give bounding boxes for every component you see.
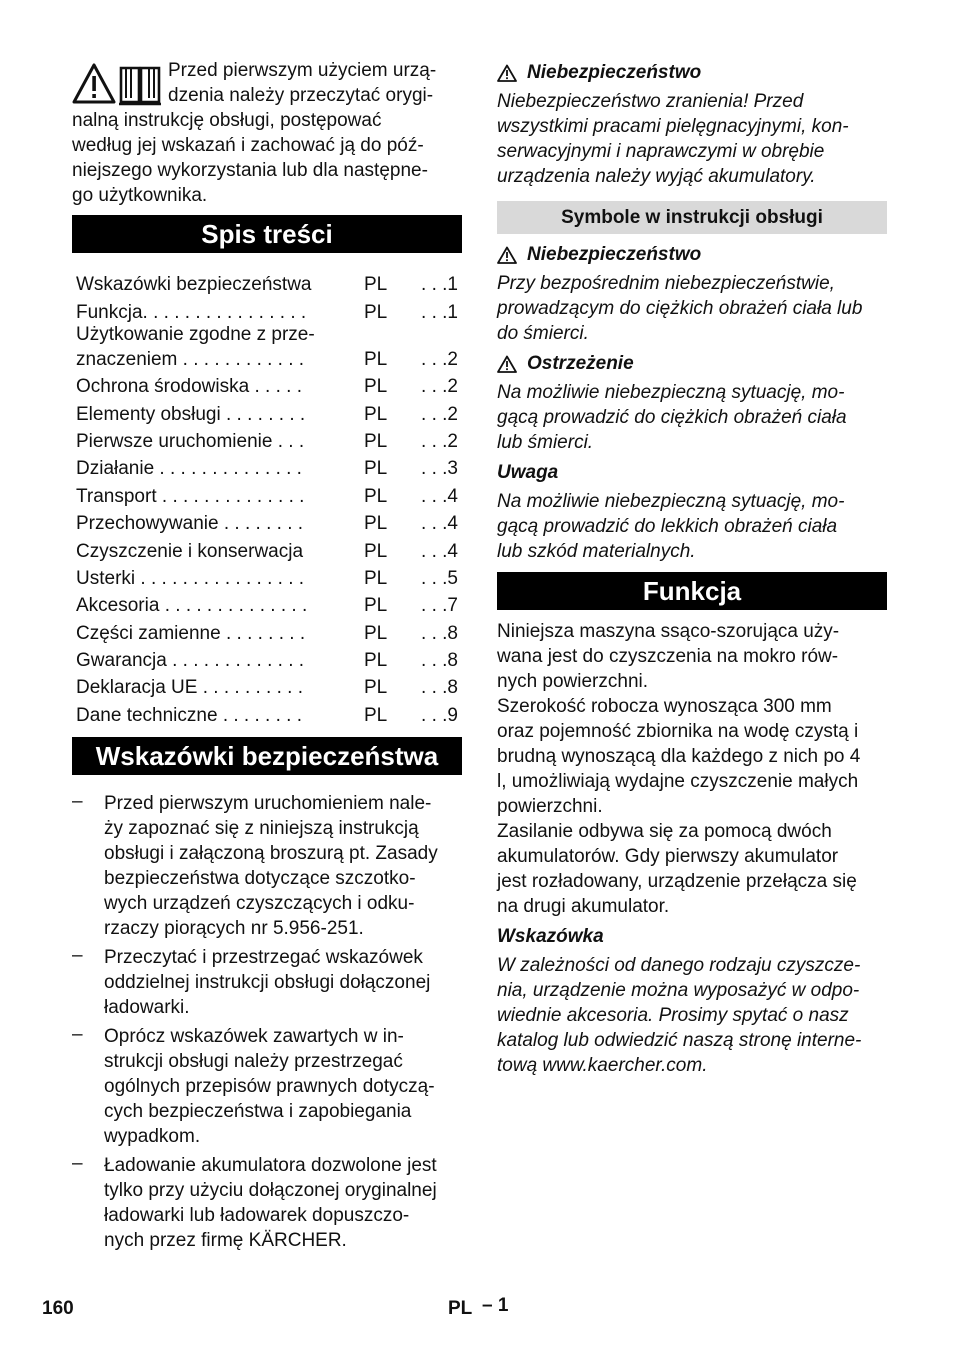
bullet-line: wych urządzeń czyszczących i odku- — [104, 892, 415, 914]
function-body — [497, 619, 887, 919]
toc-page: . . .2 — [421, 430, 458, 452]
toc-lang: PL — [364, 403, 388, 425]
paragraph-line: Niniejsza maszyna ssąco-szorująca uży- — [497, 621, 840, 642]
bullet-line: wypadkom. — [104, 1125, 201, 1147]
list-item — [72, 1153, 462, 1253]
toc-lang: PL — [364, 348, 388, 370]
toc-title: Deklaracja UE . . . . . . . . . . — [76, 677, 304, 699]
toc-row[interactable] — [76, 427, 462, 454]
bullet-line: rzaczy piorących nr 5.956-251. — [104, 917, 364, 939]
bullet-line: obsługi i załączoną broszurą pt. Zasady — [104, 842, 438, 864]
list-item — [72, 1024, 462, 1149]
toc-title: Gwarancja . . . . . . . . . . . . . — [76, 650, 305, 672]
bullet-line: strukcji obsługi należy przestrzegać — [104, 1050, 403, 1072]
toc-row[interactable] — [76, 325, 462, 372]
toc-title: Części zamienne . . . . . . . . — [76, 622, 306, 644]
intro-notice — [72, 58, 462, 208]
toc-title: Elementy obsługi . . . . . . . . — [76, 403, 306, 425]
bullet-dash: – — [72, 1023, 83, 1045]
toc-lang: PL — [364, 376, 388, 398]
toc-row[interactable] — [76, 270, 462, 297]
bullet-line: Oprócz wskazówek zawartych w in- — [104, 1025, 404, 1047]
intro-line: dzenia należy przeczytać orygi- — [168, 85, 434, 106]
symbol-danger-heading — [497, 242, 887, 267]
function-heading: Funkcja — [497, 572, 887, 610]
toc-lang: PL — [364, 274, 388, 296]
note-line: Niebezpieczeństwo zranienia! Przed — [497, 91, 804, 112]
note-line: urządzenia należy wyjąć akumulatory. — [497, 166, 816, 187]
danger-note-heading — [497, 60, 887, 85]
toc-lang: PL — [364, 650, 388, 672]
function-note-heading — [497, 924, 887, 949]
right-column — [497, 58, 887, 1078]
note-line: katalog lub odwiedzić naszą stronę interne- — [497, 1030, 862, 1051]
toc-page: . . .2 — [421, 403, 458, 425]
symbol-warning-body — [497, 380, 887, 455]
toc-heading: Spis treści — [72, 215, 462, 253]
toc-title: Funkcja. . . . . . . . . . . . . . . . — [76, 301, 307, 323]
warning-triangle-icon — [497, 246, 517, 264]
toc-lang: PL — [364, 677, 388, 699]
note-line: do śmierci. — [497, 323, 589, 344]
warning-triangle-icon — [497, 64, 517, 82]
toc-lang: PL — [364, 595, 388, 617]
toc-page: . . .8 — [421, 677, 458, 699]
intro-icons — [72, 62, 162, 108]
paragraph-line: na drugi akumulator. — [497, 896, 670, 917]
toc-page: . . .4 — [421, 540, 458, 562]
toc-title: Transport . . . . . . . . . . . . . . — [76, 485, 305, 507]
footer-sub-page: – 1 — [482, 1295, 509, 1316]
note-line: wszystkimi pracami pielęgnacyjnymi, kon- — [497, 116, 849, 137]
toc-row[interactable] — [76, 372, 462, 399]
paragraph-line: Zasilanie odbywa się za pomocą dwóch — [497, 821, 832, 842]
function-note-body — [497, 953, 887, 1078]
toc-lang: PL — [364, 301, 388, 323]
toc-title: Działanie . . . . . . . . . . . . . . — [76, 458, 302, 480]
bullet-line: ży zapoznać się z niniejszą instrukcją — [104, 817, 419, 839]
toc-row[interactable] — [76, 646, 462, 673]
toc-page: . . .9 — [421, 704, 458, 726]
note-line: gącą prowadzić do lekkich obrażeń ciała — [497, 516, 838, 537]
note-line: Przy bezpośrednim niebezpieczeństwie, — [497, 273, 835, 294]
symbol-caution-body — [497, 489, 887, 564]
note-line: tową www.kaercher.com. — [497, 1055, 708, 1076]
toc-title: Czyszczenie i konserwacja — [76, 540, 304, 562]
paragraph-line: wana jest do czyszczenia na mokro rów- — [497, 646, 839, 667]
toc-title: Przechowywanie . . . . . . . . — [76, 513, 304, 535]
paragraph-line: jest rozładowany, urządzenie przełącza się — [497, 871, 857, 892]
paragraph-line: Szerokość robocza wynosząca 300 mm — [497, 696, 832, 717]
symbol-caution-text: Uwaga — [497, 462, 559, 483]
toc-lang: PL — [364, 430, 388, 452]
page-number: 160 — [42, 1298, 74, 1319]
left-column — [72, 58, 462, 1253]
safety-bullets — [72, 791, 462, 1253]
intro-line: Przed pierwszym użyciem urzą- — [168, 60, 437, 81]
bullet-line: Przeczytać i przestrzegać wskazówek — [104, 946, 423, 968]
symbols-heading: Symbole w instrukcji obsługi — [497, 201, 887, 234]
danger-heading-text: Niebezpieczeństwo — [527, 62, 702, 83]
toc-page: . . .2 — [421, 376, 458, 398]
paragraph-line: oraz pojemność zbiornika na wodę czystą i — [497, 721, 859, 742]
paragraph-line: powierzchni. — [497, 796, 603, 817]
table-of-contents — [72, 270, 462, 728]
toc-row[interactable] — [76, 673, 462, 700]
manual-book-icon — [118, 62, 162, 106]
toc-row[interactable] — [76, 481, 462, 508]
intro-line: go użytkownika. — [72, 185, 208, 206]
toc-row[interactable] — [76, 591, 462, 618]
note-line: nia, urządzenie można wyposażyć w odpo- — [497, 980, 860, 1001]
paragraph-line: l, umożliwiają wydajne czyszczenie małych — [497, 771, 859, 792]
toc-row[interactable] — [76, 454, 462, 481]
toc-lang: PL — [364, 540, 388, 562]
toc-row[interactable] — [76, 618, 462, 645]
note-line: Na możliwie niebezpieczną sytuację, mo- — [497, 382, 845, 403]
note-line: W zależności od danego rodzaju czyszcze- — [497, 955, 861, 976]
toc-page: . . .8 — [421, 622, 458, 644]
toc-page: . . .4 — [421, 513, 458, 535]
list-item — [72, 791, 462, 941]
toc-title: Akcesoria . . . . . . . . . . . . . . — [76, 595, 308, 617]
intro-line: według jej wskazań i zachować ją do póź- — [72, 135, 424, 156]
toc-title: Wskazówki bezpieczeństwa — [76, 274, 312, 296]
paragraph-line: brudną wynoszącą dla każdego z nich po 4 — [497, 746, 861, 767]
bullet-dash: – — [72, 790, 83, 812]
note-line: serwacyjnymi i naprawczymi w obrębie — [497, 141, 825, 162]
intro-line: niejszego wykorzystania lub dla następne- — [72, 160, 428, 181]
list-item — [72, 945, 462, 1020]
paragraph-line: nych powierzchni. — [497, 671, 649, 692]
note-line: lub szkód materialnych. — [497, 541, 696, 562]
toc-page: . . .8 — [421, 650, 458, 672]
toc-row[interactable] — [76, 399, 462, 426]
symbol-danger-body — [497, 271, 887, 346]
bullet-dash: – — [72, 944, 83, 966]
toc-row[interactable] — [76, 536, 462, 563]
toc-lang: PL — [364, 704, 388, 726]
safety-heading: Wskazówki bezpieczeństwa — [72, 737, 462, 775]
toc-row[interactable] — [76, 297, 462, 324]
bullet-line: Przed pierwszym uruchomieniem nale- — [104, 792, 432, 814]
symbol-danger-text: Niebezpieczeństwo — [527, 244, 702, 265]
bullet-line: cych bezpieczeństwa i zapobiegania — [104, 1100, 412, 1122]
toc-page: . . .3 — [421, 458, 458, 480]
bullet-line: oddzielnej instrukcji obsługi dołączonej — [104, 971, 431, 993]
toc-page: . . .5 — [421, 567, 458, 589]
toc-lang: PL — [364, 485, 388, 507]
toc-row[interactable] — [76, 564, 462, 591]
toc-title: Dane techniczne . . . . . . . . — [76, 704, 302, 726]
symbol-warning-heading — [497, 351, 887, 376]
toc-lang: PL — [364, 513, 388, 535]
symbol-warning-text: Ostrzeżenie — [527, 353, 634, 374]
toc-page: . . .1 — [421, 274, 458, 296]
function-note-text: Wskazówka — [497, 926, 604, 947]
note-line: lub śmierci. — [497, 432, 594, 453]
note-line: Na możliwie niebezpieczną sytuację, mo- — [497, 491, 845, 512]
bullet-line: ogólnych przepisów prawnych dotyczą- — [104, 1075, 435, 1097]
footer-lang: PL — [448, 1298, 473, 1319]
bullet-line: ładowarki lub ładowarek dopuszczo- — [104, 1204, 410, 1226]
toc-title: Usterki . . . . . . . . . . . . . . . . — [76, 567, 305, 589]
toc-page: . . .4 — [421, 485, 458, 507]
toc-title: Pierwsze uruchomienie . . . — [76, 430, 305, 452]
toc-row[interactable] — [76, 509, 462, 536]
toc-row[interactable] — [76, 700, 462, 727]
bullet-line: ładowarki. — [104, 996, 190, 1018]
toc-title: Ochrona środowiska . . . . . — [76, 376, 302, 398]
note-line: prowadzącym do ciężkich obrażeń ciała lub — [497, 298, 863, 319]
bullet-line: bezpieczeństwa dotyczące szczotko- — [104, 867, 416, 889]
note-line: gącą prowadzić do ciężkich obrażeń ciała — [497, 407, 847, 428]
toc-page: . . .1 — [421, 301, 458, 323]
intro-line: nalną instrukcję obsługi, postępować — [72, 110, 382, 131]
toc-lang: PL — [364, 458, 388, 480]
bullet-line: tylko przy użyciu dołączonej oryginalnej — [104, 1179, 437, 1201]
toc-title: Użytkowanie zgodne z prze- znaczeniem . . . . . . . . . . . . — [76, 323, 315, 370]
toc-lang: PL — [364, 567, 388, 589]
toc-lang: PL — [364, 622, 388, 644]
bullet-line: Ładowanie akumulatora dozwolone jest — [104, 1154, 437, 1176]
paragraph-line: akumulatorów. Gdy pierwszy akumulator — [497, 846, 839, 867]
toc-page: . . .7 — [421, 595, 458, 617]
bullet-dash: – — [72, 1152, 83, 1174]
note-line: wiednie akcesoria. Prosimy spytać o nasz — [497, 1005, 849, 1026]
bullet-line: nych przez firmę KÄRCHER. — [104, 1229, 347, 1251]
danger-note-body — [497, 89, 887, 189]
symbol-caution-heading — [497, 460, 887, 485]
toc-page: . . .2 — [421, 348, 458, 370]
warning-triangle-icon — [497, 355, 517, 373]
